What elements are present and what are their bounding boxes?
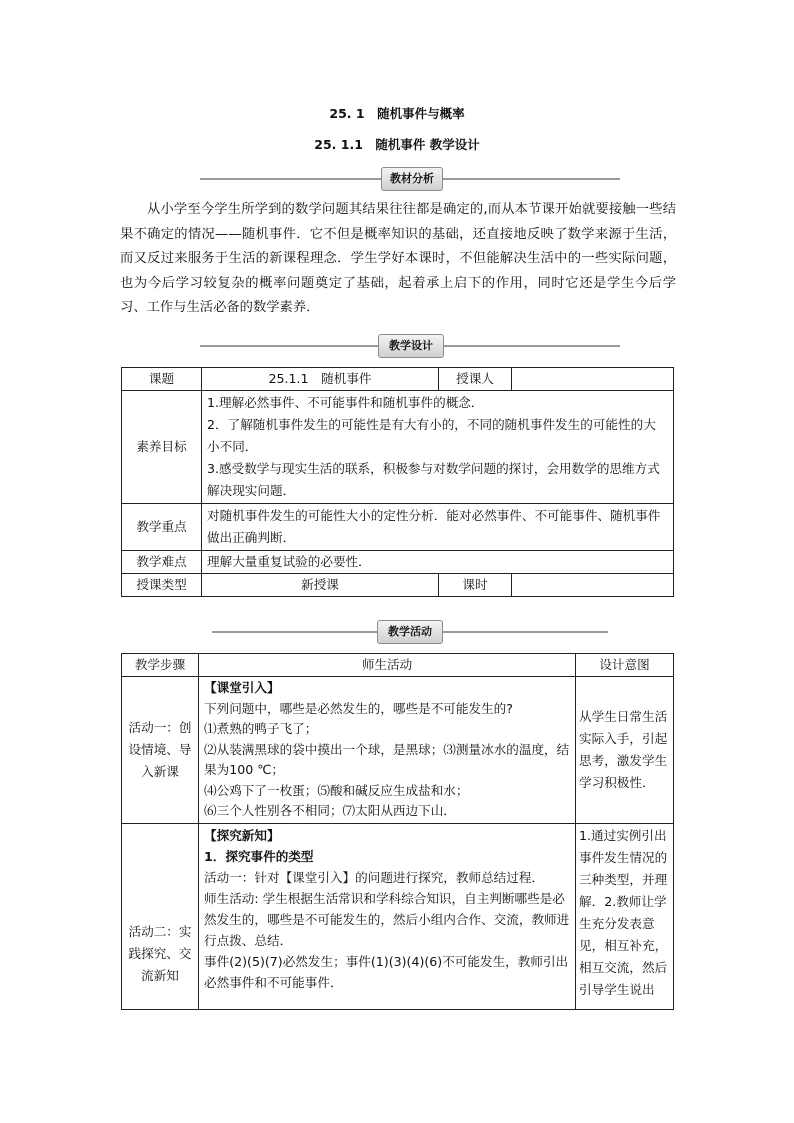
activity-line: 下列问题中，哪些是必然发生的，哪些是不可能发生的?: [204, 700, 513, 716]
step-one: 活动一：创设情境、导入新课: [122, 677, 199, 824]
topic-label: 课题: [122, 368, 202, 391]
header-intent: 设计意图: [576, 654, 674, 677]
analysis-paragraph: 从小学至今学生所学到的数学问题其结果往往都是确定的,而从本节课开始就要接触一些结果不确定的情况——随机事件．它不但是概率知识的基础，还直接地反映了数学来源于生活，而又反过来服务于生活的新课程理念．学生学好本课时，不但能解决生活中的一些实际问题，也为今后学习较复杂的概率问题奠定了基础，起着承上启下的作用，同时它还是学生今后学习、工作与生活必备的数学素养．: [120, 202, 676, 315]
goal-item: 2．了解随机事件发生的可能性是有大有小的，不同的随机事件发生的可能性的大小不同．: [207, 417, 656, 454]
goal-item: 3.感受数学与现实生活的联系，积极参与对数学问题的探讨，会用数学的思维方式解决现实问题．: [207, 461, 660, 498]
intent-one: 从学生日常生活实际入手，引起思考，激发学生学习积极性．: [576, 677, 674, 824]
difficulty-value: 理解大量重复试验的必要性．: [202, 551, 674, 574]
banner-material-analysis: [200, 166, 620, 192]
activity-subheading: 1．探究事件的类型: [204, 848, 314, 864]
banner-badge: 教材分析: [381, 167, 443, 191]
activity-heading: 【课堂引入】: [204, 680, 280, 695]
step-two: 活动二：实践探究、交流新知: [122, 823, 199, 1009]
activity-line: 活动一：针对【课堂引入】的问题进行探究，教师总结过程．: [204, 869, 545, 885]
activity-two: [199, 823, 576, 1009]
banner-badge: 教学设计: [378, 334, 444, 358]
activity-line: 事件(2)(5)(7)必然发生；事件(1)(3)(4)(6)不可能发生，教师引出必然事件和不可能事件．: [204, 953, 569, 990]
activity-line: ⑴煮熟的鸭子飞了；: [204, 721, 318, 736]
activity-line: ⑵从装满黑球的袋中摸出一个球，是黑球；⑶测量冰水的温度，结果为100 ℃；: [204, 741, 570, 777]
teacher-value: [512, 368, 674, 391]
header-activity: 师生活动: [199, 654, 576, 677]
key-label: 教学重点: [122, 504, 202, 551]
activity-heading: 【探究新知】: [204, 827, 280, 843]
activity-line: ⑹三个人性别各不相同；⑺太阳从西边下山．: [204, 803, 456, 818]
banner-teaching-design: [200, 333, 620, 359]
intent-two: 1.通过实例引出事件发生情况的三种类型，并理解．2.教师让学生充分发表意见，相互补充，相互交流，然后引导学生说出: [576, 823, 674, 1009]
goal-item: 1.理解必然事件、不可能事件和随机事件的概念．: [207, 395, 484, 410]
hours-value: [512, 574, 674, 597]
hours-label: 课时: [439, 574, 512, 597]
activity-one: [199, 677, 576, 824]
section-title: 25. 1 随机事件与概率: [329, 106, 465, 121]
type-value: 新授课: [202, 574, 439, 597]
activity-table: [121, 653, 674, 1010]
difficulty-label: 教学难点: [122, 551, 202, 574]
activity-line: ⑷公鸡下了一枚蛋；⑸酸和碱反应生成盐和水；: [204, 782, 469, 798]
banner-badge: 教学活动: [377, 620, 443, 644]
header-step: 教学步骤: [122, 654, 199, 677]
banner-teaching-activity: [212, 619, 608, 645]
design-table: [121, 367, 674, 597]
teacher-label: 授课人: [439, 368, 512, 391]
goals-cell: [202, 391, 674, 504]
lesson-title: 25. 1.1 随机事件 教学设计: [314, 137, 480, 152]
type-label: 授课类型: [122, 574, 202, 597]
goals-label: 素养目标: [122, 391, 202, 504]
activity-line: 师生活动: 学生根据生活常识和学科综合知识，自主判断哪些是必然发生的，哪些是不可能发生的，然后小组内合作、交流，教师进行点拨、总结．: [204, 890, 570, 948]
key-value: 对随机事件发生的可能性大小的定性分析．能对必然事件、不可能事件、随机事件做出正确判断．: [202, 504, 674, 551]
topic-value: 25.1.1 随机事件: [202, 368, 439, 391]
